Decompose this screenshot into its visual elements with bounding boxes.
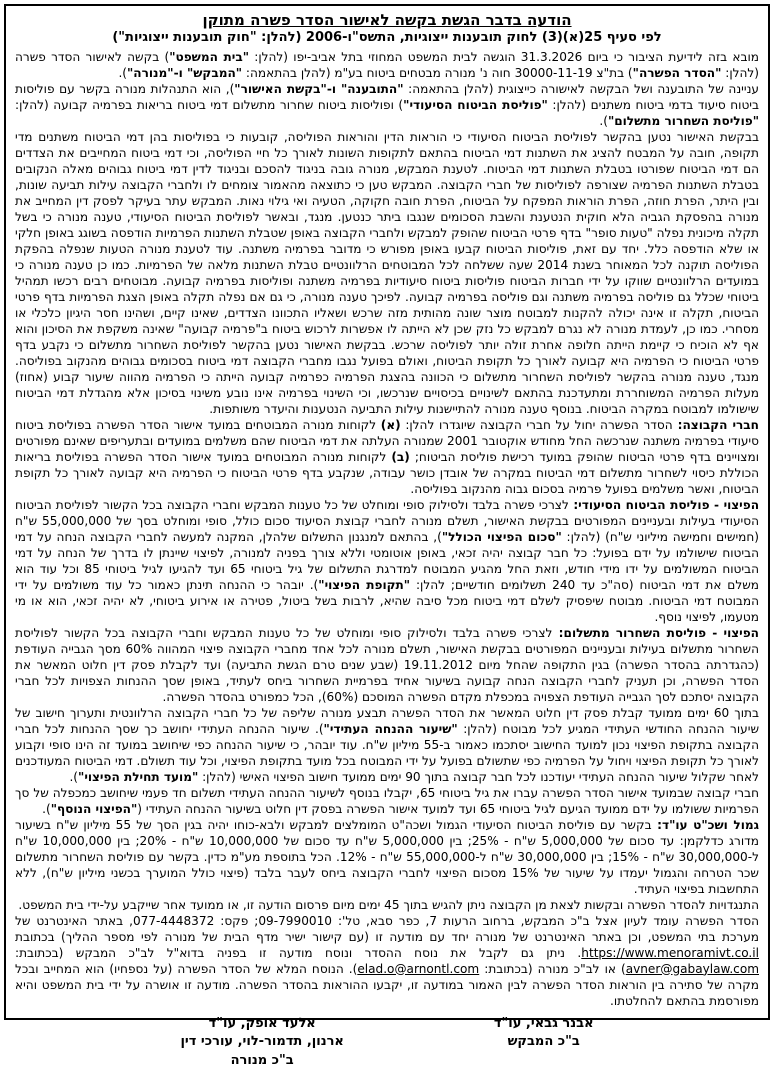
defined-term: גמול ושכ"ט עו"ד: — [651, 817, 760, 832]
defined-term: "בית המשפט" — [169, 49, 250, 64]
signature-menora-counsel — [180, 1015, 343, 1071]
text-run: לקוחות מנורה המבוטחים במועד אישור הסדר הפשרה בפוליסת ביטוח סיעודי בפרמיה משתנה שנרכשה החל מחודש אוקטובר 2001 שמנורה העלתה את דמי הביטוח שהם משלמים במועדים ובתעריפים שאינם מפורטים ומצויינים בדף פרטי הביטוח שהופק במועד רכישת פוליסת הביטוח; — [15, 417, 759, 464]
text-run: הסדר הפשרה עומד לעיון אצל ב"כ המבקש, ברחוב הרעות 7, כפר סבא, טל': 09-7990010; פקס: 077-4448372, באתר האינטרנט של מערכת בתי המשפט, וכן באתר האינטרנט של מנורה יחד עם מודעה זו (עם קישור ישיר מדף הבית של מנורה לפי מספר ההליך) בכתובת — [15, 913, 759, 944]
text-run: לקוחות מנורה המבוטחים במועד אישור הסדר הפשרה בפוליסת בריאות הכוללת כיסוי לשחרור מתשלום דמי הביטוח במקרה של אובדן כושר עבודה, שנקבע בדף פרטי הביטוח כי הפרמיה היא קבועה לאורך כל תקופת הביטוח, ואשר משלמים בפועל פרמיה בסכום גבוה מהנקוב בפוליסה. — [15, 449, 759, 496]
signature-line: ארנון, תדמור-לוי, עורכי דין — [180, 1034, 344, 1050]
text-run: עניינה של התובענה ושל הבקשה לאישורה כייצוגית (להלן בהתאמה: — [403, 81, 759, 96]
defined-term: חברי הקבוצה: — [672, 417, 759, 432]
text-run: ). — [599, 113, 608, 128]
defined-term: הפיצוי - פוליסת הביטוח הסיעודי: — [568, 497, 759, 512]
text-run: ), בהתאם למנגנון התשלום שלהלן, המקנה למעשה לחברי הקבוצה הנחה על דמי הביטוח שישולמו על ידם בפועל: כל חבר קבוצה יהיה זכאי, באופן אוטומטי וללא צורך בפניה למנורה, לפיצוי שיינתן לו בדרך של הנחה על דמי הביטוח המשולמים על ידו מידי חודש, וזאת החל מהגיע המבוטח למדרגת התשלום של גיל ביטוחי 65 ועד להגיעו לגיל ביטוחי 85 וכל עוד הוא משלם את דמי הביטוח (סה"כ עד 240 תשלומים חודשיים; להלן: — [15, 529, 759, 592]
notice-paragraph — [15, 625, 759, 705]
defined-term: "התובענה" ו-"בקשת האישור" — [234, 81, 404, 96]
link-text: https://www.menoramivt.co.il — [581, 945, 759, 960]
text-run: ). יובהר כי ההנחה תינתן כאמור כל עוד משולמים על ידי המבוטח דמי הביטוח. מבוטח שיפסיק לשלם דמי ביטוח מכל סיבה שהיא, לרבות בשל ביטול, פטירה או אירוע ביטוחי, לא יהיה זכאי, הוא או מי מטעמו, לפיצוי נוסף. — [15, 577, 759, 624]
notice-subtitle: לפי סעיף 25(א)(3) לחוק תובענות ייצוגיות, התשס"ו-2006 (להלן: "חוק תובענות ייצוגיות") — [112, 29, 662, 45]
notice-title: הודעה בדבר הגשת בקשה לאישור הסדר פשרה מתוקן — [202, 11, 572, 29]
defined-term: (א) — [380, 417, 401, 432]
defined-term: "תקופת הפיצוי" — [318, 577, 411, 592]
notice-body — [15, 49, 759, 1009]
defined-term: "פוליסת השחרור מתשלום" — [607, 113, 759, 128]
notice-paragraph — [15, 129, 759, 417]
text-run: לצרכי פשרה בלבד ולסילוק סופי ומוחלט של כל טענות המבקש וחברי הקבוצה בכל הקשור לפוליסת השחרור מתשלום בעילות ובעניינים המפורטים בבקשת האישור, תשלם מנורה לכל אחד מחברי הקבוצה פיצוי המהווה 60% מסך הגבייה העודפת (כהגדרתה בהסדר הפשרה) בגין התקופה שהחל מיום 19.11.2012 (שבע שנים טרם הגשת התביעה) ועד לקבלת פסק דין חלוט המאשר את הסדר הפשרה, וכן תעניק לחברי הקבוצה הנחה קבועה בשיעור אחיד בפרמיית השחרור ביחס לעתיד, באופן שסך ההנחות הצפויות לכל חברי הקבוצה יסתכם לסך הגבייה העודפת הצפויה במכפלת מקדם הפשרה המוסכם (60%), הכל כמפורט בהסדר הפשרה. — [15, 625, 760, 704]
signature-line: אלעד אופק, עו"ד — [208, 1015, 316, 1031]
text-run: בקשר עם פוליסת הביטוח הסיעודי הגמול ושכה"ט המומלצים למבקש ולבא-כוחו יהיה בגין הסך של 55 מיליון ש"ח בשיעור מדורג כדלקמן: עד סכום של 5,000,000 ש"ח - 25%; בין 5,000,000 ש"ח עד סכום של 10,000,000 ש"ח - 20%; בין 10,000,000 ש"ח ל-30,000,000 ש"ח - 15%; בין 30,000,000 ש"ח ל-55,000,000 ש"ח - 12%. הכל בתוספת מע"מ כדין. בקשר עם פוליסת השחרור מתשלום שכר הטרחה והגמול יעמדו על שיעור של 15% מסכום הפיצוי לחברי הקבוצה ביחס לעבר בלבד (פיצוי כולל המוערך בכשני מיליון ש"ח), ללא התחשבות בפיצוי העתיד. — [15, 817, 759, 896]
text-run: מובא בזה לידיעת הציבור כי ביום 31.3.2026 הוגשה לבית המשפט המחוזי בתל אביב-יפו (להלן: — [249, 49, 759, 64]
text-run: חברי קבוצה שבמועד אישור הסדר הפשרה עברו את גיל ביטוחי 65, יקבלו בנוסף לשיעור ההנחה העתידי תשלום חד פעמי שיחושב כמכפלה של סך הפרמיות ששולמו על ידם ממועד הגיעם לגיל ביטוחי 65 ועד למועד אישור הפשרה בפסק דין חלוט בשיעור ההנחה העתידי ( — [15, 785, 759, 816]
text-run: ). — [69, 769, 79, 784]
notice-paragraph — [15, 785, 759, 817]
defined-term: הפיצוי - פוליסת השחרור מתשלום: — [552, 625, 759, 640]
text-run: לצרכי פשרה בלבד ולסילוק סופי ומוחלט של כל טענות המבקש וחברי הקבוצה בכל הקשור לפוליסת הביטוח הסיעודי בעילות ובעניינים המפורטים בבקשת האישור, תשלם מנורה לחברי קבוצת הסיעוד סכום כולל, סופי ומוחלט בסך של 55,000,000 ש"ח (חמישים וחמישה מיליוני ש"ח) (להלן: — [15, 497, 759, 544]
notice-paragraph — [15, 897, 759, 913]
text-run: ). — [42, 801, 51, 816]
defined-term: "הסדר הפשרה" — [632, 65, 722, 80]
text-run: ) או לב"כ מנורה (בכתובת: — [479, 961, 626, 976]
signature-line: ב"כ מנורה — [230, 1053, 294, 1069]
text-run: ). הנוסח המלא של הסדר הפשרה (על נספחיו) הוא המחייב ובכל מקרה של סתירה בין הוראות הסדר הפשרה לבין האמור במודעה זו, יקבעו ההוראות בהסדר הפשרה. מודעה זו אושרה על ידי בית המשפט והיא מפורסמת בהתאם להחלטתו. — [15, 961, 759, 1008]
text-run: בתוך 60 ימים ממועד קבלת פסק דין חלוט המאשר את הסדר הפשרה תבצע מנורה שליפה של כל חברי הקבוצה הרלוונטית ותערוך חישוב של שיעור ההנחה החודשי העתידי המגיע לכל מבוטח (להלן: — [15, 705, 760, 736]
signature-applicant-counsel — [494, 1015, 594, 1071]
text-run: . ניתן גם לקבל את נוסח ההסדר ונוסח מודעה זו בפניה בדוא"ל לב"כ המבקש (בכתובת: — [15, 945, 582, 960]
defined-term: (ב) — [391, 449, 410, 464]
text-run: בבקשת האישור נטען בהקשר לפוליסת הביטוח הסיעודי כי הוראות הדין והוראות הפוליסה, קובעות כי בפוליסות בהן דמי הביטוח משתנים מדי תקופה, חובה על המבטח להציג את השתנות דמי הביטוח בהתאם לתקופות השונות לאורך כל חיי הפוליסה, וכי דמי ביטוח המחייבים את הצדדים הם דמי הביטוח שפורטו בטבלת השתנות דמי הביטוח. לטענת המבקש, מנורה גובה בניגוד להסכם ובניגוד לדין דמי ביטוח גבוהים מאלה הנקובים בטבלת השתנות הפרמיה שצורפה לפוליסות של חברי הקבוצה. המבקש טען כי כתוצאה מהאמור צומחים לו ולחברי הקבוצה עילות תביעה שונות, ובין היתר, הפרת חוזה, הפרת הוראות המפקח על הביטוח, הפרת חובה חקוקה, הטעיה ואי גילוי נאות. המבקש עתר בעיקר לפסק דין המחייב את מנורה בהפסקת הגביה הלא חוקית הנטענת והשבת הסכומים שנגבו ביתר כנטען. מנגד, ובאשר לפוליסת הביטוח הסיעודי, טענה מנורה כי בשל תקלה מיכונית נפלה "טעות סופר" בדף פרטי הביטוח שהופק למבקש ולחברי הקבוצה באופן שטבלת השתנות הפרמיות הודפסה בשוגג באופן חלקי או שלא הודפסה כלל. יחד עם זאת, פוליסות הביטוח קבעו באופן מפורש כי מדובר בפרמיה משתנה. עוד לטענת מנורה הטעות שנפלה בהפקת הפוליסה תוקנה לכל המאוחר בשנת 2014 שעה ששלחה לכל המבוטחים הרלוונטיים טבלת השתנות מלאה של הפרמיות. כמו כן טענה מנורה כי במועדים הרלוונטיים שווקו על ידי חברות הביטוח פוליסות ביטוח סיעודיות בפרמיה משתנה ופוליסות בפרמיה קבועה. מבוטחים רבים רכשו תמהיל ביטוחי שכלל גם פוליסה בפרמיה משתנה וגם פוליסה בפרמיה קבועה. לפיכך טענה מנורה, כי גם אם נפלה תקלה באופן הצגת הפרמיות בדף פרטי הביטוח, תקלה זו אינה יכולה להקנות למבוטח מוצר שונה מהותית מזה שרכש ושאליו התכוונו הצדדים, שאינו קיים, ושהינו חסר היגיון כלכלי או מסחרי. כמו כן, לעמדת מנורה לא נגרם למבקש כל נזק שכן לא הייתה לו אפשרות לרכוש ביטוח ב"פרמיה קבועה" שאינה משקפת את הסיכון והוא אף לא הוכיח כי קיימת הייתה חלופה אחרת זולה יותר לפוליסה שרכש. בבקשת האישור נטען בהקשר לפוליסת השחרור מתשלום כי נקבע בדף פרטי הביטוח כי הפרמיה היא קבועה לאורך כל תקופת הביטוח, ואולם בפועל נגבו מחברי הקבוצה דמי ביטוח בסכומים גבוהים מהנקוב בפוליסה. מנגד, טענה מנורה בהקשר לפוליסת השחרור מתשלום כי הכוונה בהצגת הפרמיה כפרמיה קבועה הייתה כי הפרמיה מהווה שיעור קבוע (אחוז) מעלות הפרמיה המשוחררת ומתעדכנת בהתאם לשינויים בכיסויים שנרכשו, וכי השינוי בפרמיה אינו נובע משינוי בסיכון אלא מהגדלת דמי הביטוח שישולמו למבוטח במקרה הביטוח. בנוסף טענה מנורה להתיישנות עילות התביעה הנטענות והיעדר משותפות. — [15, 129, 759, 416]
defined-term: "פוליסת הביטוח הסיעודי" — [403, 97, 548, 112]
notice-paragraph — [15, 817, 759, 897]
link-text: elad.o@arnontl.com — [357, 961, 480, 976]
text-run: התנגדויות להסדר הפשרה ובקשות לצאת מן הקבוצה ניתן להגיש בתוך 45 ימים מיום פרסום הודעה זו, או ממועד אחר שייקבע על-ידי בית המשפט. — [18, 897, 759, 912]
notice-paragraph — [15, 417, 759, 497]
defined-term: "סכום הפיצוי הכולל" — [441, 529, 562, 544]
signature-line: ב"כ המבקש — [507, 1034, 580, 1050]
text-run: ). — [118, 65, 127, 80]
defined-term: "שיעור ההנחה העתידי" — [323, 721, 458, 736]
defined-term: "מועד תחילת הפיצוי" — [78, 769, 199, 784]
defined-term: "הפיצוי הנוסף" — [50, 801, 138, 816]
text-run: ) ופוליסות ביטוח שחרור מתשלום דמי ביטוח בריאות בפרמיה קבועה (להלן: — [15, 97, 404, 112]
signature-block — [15, 1015, 759, 1071]
notice-paragraph — [15, 705, 759, 785]
text-run: ), הוא התנהלות מנורה בקשר עם פוליסות ביטוח סיעוד בדמי ביטוח משתנים (להלן: — [15, 81, 759, 112]
link-text: avner@gabaylaw.com — [625, 961, 759, 976]
text-run: הסדר הפשרה יחול על חברי הקבוצה שיוגדרו להלן: — [400, 417, 673, 432]
text-run: ). שיעור ההנחה העתידי יחושב כך שסך ההנחות לכל חברי הקבוצה בתקופת הפיצוי נכון למועד החישוב יסתכמו כאמור ב-55 מיליון ש"ח. עוד יובהר, כי שיעור ההנחה כפי שיחושב במועד זה הינו סופי וקבוע לאורך כל תקופת הפיצוי ויחול על הפרמיה כפי שתשולם בפועל על ידי המבוטח בכל מועד בתקופת הפיצוי, וכל עוד תשולם. דמי הביטוח המעודכנים לאחר שקלול שיעור ההנחה העתידי יעודכנו לכל חבר קבוצה בתוך 90 ימים ממועד חישוב הפיצוי האישי (להלן: — [15, 721, 759, 784]
notice-paragraph — [15, 913, 759, 1009]
text-run: ) בקשה לאישור הסדר פשרה (להלן: — [15, 49, 759, 80]
notice-paragraph — [15, 81, 759, 129]
signature-line: אבנר גבאי, עו"ד — [493, 1015, 594, 1031]
notice-paragraph — [15, 497, 759, 625]
notice-frame — [4, 4, 770, 1069]
text-run: ) בת"צ 30000-11-19 חוה נ' מנורה מבטחים ביטוח בע"מ (להלן בהתאמה: — [242, 65, 633, 80]
defined-term: "המבקש" ו-"מנורה" — [127, 65, 243, 80]
notice-paragraph — [15, 49, 759, 81]
